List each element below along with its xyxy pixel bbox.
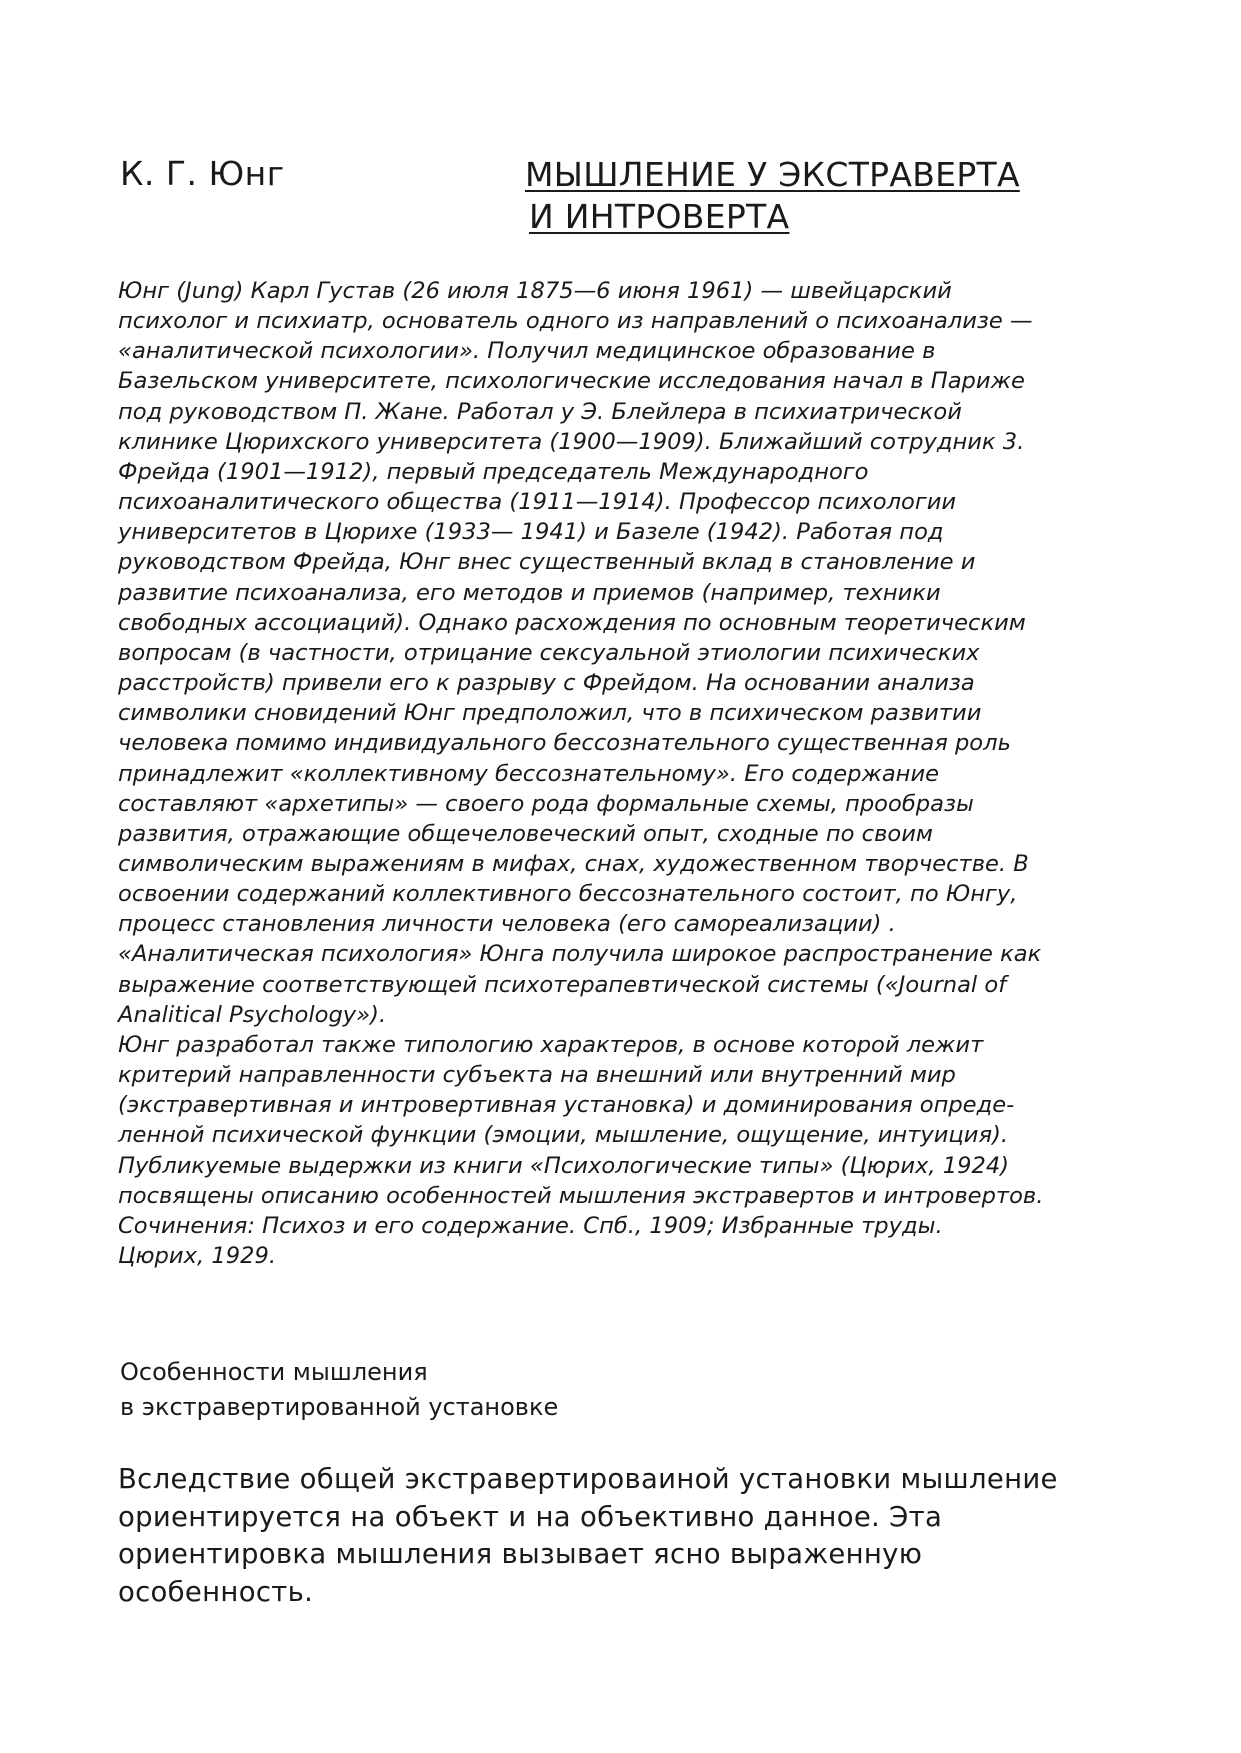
bio-line: Analitical Psychology»). — [118, 1001, 387, 1028]
bio-line: Юнг разработал также типологию характеров, в основе которой лежит — [118, 1031, 984, 1058]
bio-line: университетов в Цюрихе (1933— 1941) и Базеле (1942). Работая под — [118, 519, 944, 546]
bio-line: клинике Цюрихского университета (1900—1909). Ближайший сотрудник 3. — [118, 428, 1025, 455]
bio-line: выражение соответствующей психотерапевтической системы («Journal of — [118, 971, 1007, 998]
bio-line: расстройств) привели его к разрыву с Фрейдом. На основании анализа — [118, 670, 975, 697]
bio-line: психоаналитического общества (1911—1914). Профессор психологии — [118, 489, 957, 516]
bio-line: символическим выражениям в мифах, снах, художественном творчестве. В — [118, 850, 1029, 877]
bio-line: вопросам (в частности, отрицание сексуальной этиологии психических — [118, 639, 980, 666]
section-heading-line-2: в экстравертированной установке — [120, 1393, 559, 1421]
bio-line: руководством Фрейда, Юнг внес существенный вклад в становление и — [118, 549, 976, 576]
bio-line: Базельском университете, психологические исследования начал в Париже — [118, 368, 1025, 395]
bio-line: Публикуемые выдержки из книги «Психологические типы» (Цюрих, 1924) — [118, 1152, 1010, 1179]
bio-line: принадлежит «коллективному бессознательному». Его содержание — [118, 760, 940, 787]
bio-line: критерий направленности субъекта на внешний или внутренний мир — [118, 1062, 956, 1089]
title-line-2: И ИНТРОВЕРТА — [529, 197, 790, 236]
document-title — [525, 154, 1020, 238]
bio-line: Юнг (Jung) Карл Густав (26 июля 1875—6 июня 1961) — швейцарский — [118, 278, 952, 304]
bio-line: освоении содержаний коллективного бессознательного состоит, по Юнгу, — [118, 881, 1018, 908]
bio-line: свободных ассоциаций). Однако расхождения по основным теоретическим — [118, 609, 1026, 636]
bio-line: человека помимо индивидуального бессознательного существенная роль — [118, 730, 1011, 757]
bio-line: развитие психоанализа, его методов и приемов (например, техники — [118, 579, 941, 606]
bio-line: посвящены описанию особенностей мышления экстравертов и интровертов. — [118, 1182, 1044, 1209]
bio-line: (экстравертивная и интровертивная установка) и доминирования опреде- — [118, 1092, 1015, 1119]
bio-line: «Аналитическая психология» Юнга получила широкое распространение как — [118, 941, 1042, 968]
bio-line: Цюрих, 1929. — [118, 1243, 277, 1269]
section-heading-line-1: Особенности мышления — [120, 1358, 428, 1386]
title-line-1: МЫШЛЕНИЕ У ЭКСТРАВЕРТА — [525, 155, 1020, 194]
bio-line: ленной психической функции (эмоции, мышление, ощущение, интуиция). — [118, 1122, 1009, 1149]
bio-line: «аналитической психологии». Получил медицинское образование в — [118, 338, 936, 365]
bio-line: процесс становления личности человека (его самореализации) . — [118, 911, 896, 938]
section-heading — [120, 1355, 558, 1425]
body-line: Вследствие общей экстравертироваиной установки мышление — [118, 1463, 1058, 1495]
bio-line: Фрейда (1901—1912), первый председатель Международного — [118, 458, 869, 485]
bio-line: Сочинения: Психоз и его содержание. Спб., 1909; Избранные труды. — [118, 1212, 943, 1239]
bio-line: символики сновидений Юнг предположил, что в психическом развитии — [118, 700, 982, 727]
bio-line: составляют «архетипы» — своего рода формальные схемы, прообразы — [118, 790, 974, 817]
body-line: особенность. — [118, 1575, 314, 1608]
body-line: ориентируется на объект и на объективно данное. Эта — [118, 1500, 943, 1533]
bio-line: психолог и психиатр, основатель одного из направлений о психоанализе — — [118, 308, 1033, 335]
author-name: К. Г. Юнг — [120, 154, 285, 193]
body-line: ориентировка мышления вызывает ясно выраженную — [118, 1538, 923, 1570]
bio-line: развития, отражающие общечеловеческий опыт, сходные по своим — [118, 820, 933, 847]
author-biography — [118, 276, 1128, 1271]
section-body — [118, 1461, 1058, 1611]
bio-line: под руководством П. Жане. Работал у Э. Блейлера в психиатрической — [118, 398, 962, 425]
